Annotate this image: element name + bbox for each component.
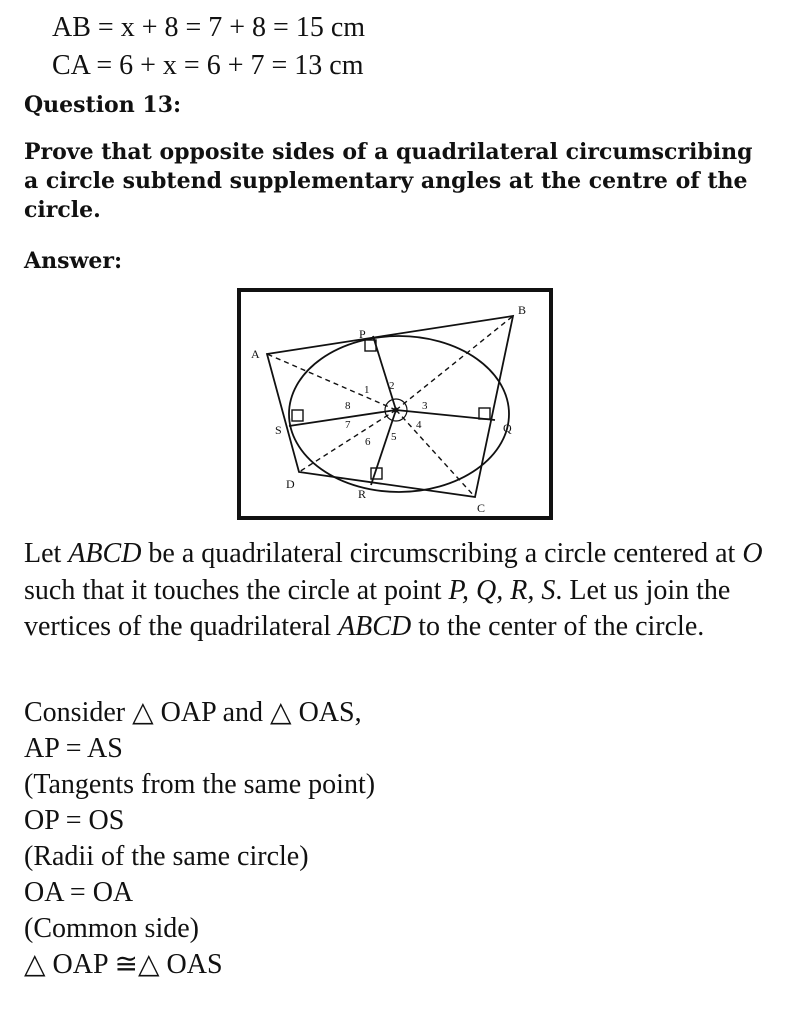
proof-step: OA = OA <box>24 877 134 908</box>
proof-step: Consider △ OAP and △ OAS, <box>24 697 362 728</box>
label-c: C <box>477 501 486 515</box>
para-text-4: . Let us join the vertices of the quadrilateral <box>24 574 731 642</box>
label-a: A <box>251 347 260 361</box>
label-b: B <box>518 303 527 317</box>
proof-steps <box>24 695 375 983</box>
question-heading: Question 13: <box>24 92 182 118</box>
segment-oa <box>267 354 396 410</box>
answer-paragraph <box>24 536 769 646</box>
angle-7: 7 <box>345 419 351 431</box>
right-angle-q <box>479 408 490 419</box>
quadrilateral-circle-diagram <box>241 292 549 516</box>
angle-4: 4 <box>416 419 422 431</box>
equation-ca: CA = 6 + x = 6 + 7 = 13 cm <box>52 50 364 81</box>
right-angle-s <box>292 410 303 421</box>
center-name: O <box>742 538 763 569</box>
label-q: Q <box>503 421 512 435</box>
question-text: Prove that opposite sides of a quadrilateral circumscribing a circle subtend supplementary angles at the centre of the circle. <box>24 139 753 223</box>
angle-3: 3 <box>422 400 428 412</box>
proof-step: AP = AS <box>24 733 123 764</box>
proof-step: (Radii of the same circle) <box>24 841 309 872</box>
radius-or <box>371 410 396 485</box>
angle-5: 5 <box>391 431 397 443</box>
radius-os <box>289 410 396 426</box>
proof-step: (Tangents from the same point) <box>24 769 376 800</box>
quad-name: ABCD <box>68 538 142 569</box>
proof-step: △ OAP ≅△ OAS <box>24 949 223 980</box>
para-text-5: to the center of the circle. <box>411 611 705 642</box>
geometry-figure <box>237 288 553 520</box>
tangent-points: P, Q, R, S <box>448 574 556 606</box>
equation-ab: AB = x + 8 = 7 + 8 = 15 cm <box>52 12 366 43</box>
para-text-2: be a quadrilateral circumscribing a circle centered at <box>141 538 743 569</box>
angle-2: 2 <box>389 380 395 392</box>
para-text-3: such that it touches the circle at point <box>24 574 449 606</box>
center-point <box>394 408 399 413</box>
answer-label: Answer: <box>24 248 123 274</box>
segment-oc <box>396 410 475 497</box>
label-r: R <box>358 487 367 501</box>
label-s: S <box>275 423 282 437</box>
quad-name-2: ABCD <box>338 611 412 642</box>
angle-6: 6 <box>365 436 371 448</box>
proof-step: (Common side) <box>24 913 199 944</box>
proof-step: OP = OS <box>24 805 125 836</box>
label-p: P <box>359 327 366 341</box>
angle-1: 1 <box>364 384 370 396</box>
angle-8: 8 <box>345 400 351 412</box>
para-text-1: Let <box>24 538 69 569</box>
label-d: D <box>286 477 295 491</box>
